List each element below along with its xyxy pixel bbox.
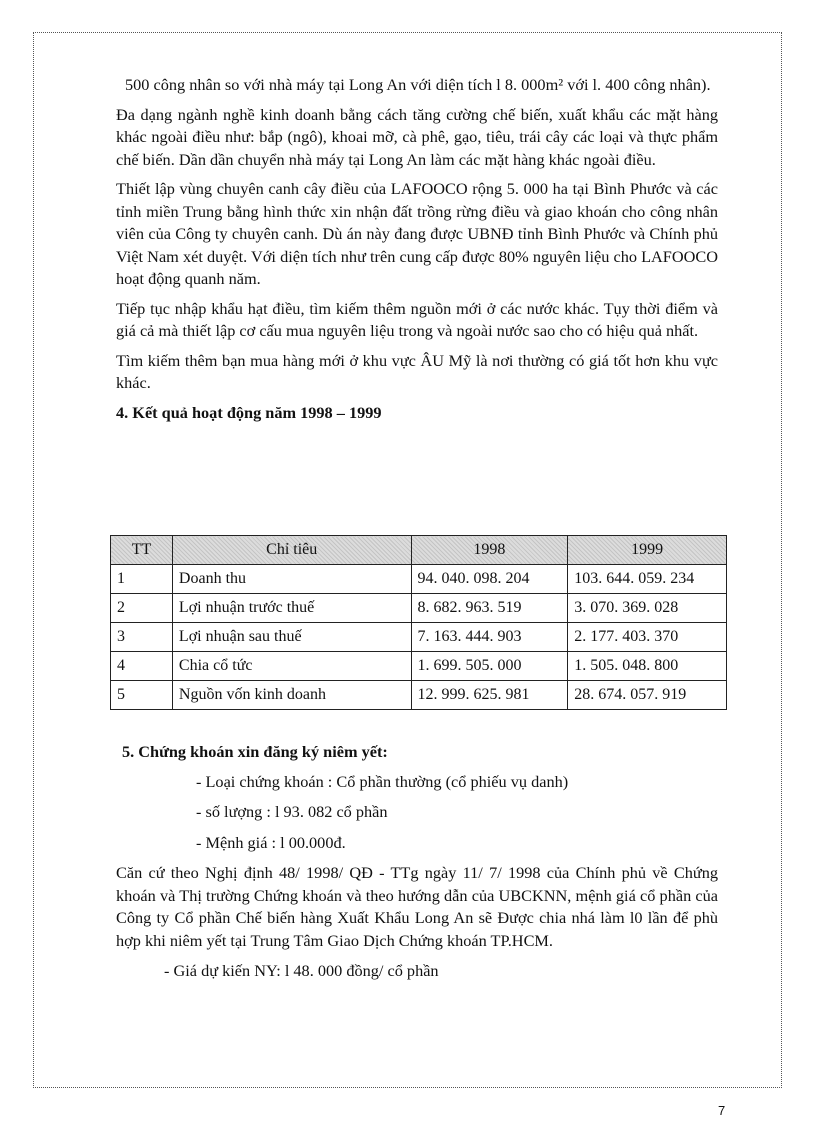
par-value: - Mệnh giá : l 00.000đ. — [196, 832, 346, 852]
cell-indicator: Nguồn vốn kinh doanh — [172, 681, 411, 710]
cell-1998: 7. 163. 444. 903 — [411, 623, 568, 652]
section-4-heading: 4. Kết quả hoạt động năm 1998 – 1999 — [116, 402, 382, 422]
results-table — [110, 535, 727, 710]
securities-quantity: - số lượng : l 93. 082 cổ phần — [196, 802, 388, 821]
table-row — [111, 623, 727, 652]
header-tt: TT — [111, 536, 173, 565]
paragraph-2: Đa dạng ngành nghề kinh doanh bằng cách tăng cường chế biến, xuất khẩu các mặt hàng khác ngoài điều như: bắp (ngô), khoai mỡ, cà phê, gạo, tiêu, trái cây các loại và thực phẩm chế biến. Dần dần chuyển nhà máy tại Long An làm các mặt hàng khác ngoài điều. — [116, 104, 718, 169]
section-5-heading: 5. Chứng khoán xin đăng ký niêm yết: — [122, 742, 388, 761]
section-5 — [116, 741, 718, 983]
paragraph-5: Tìm kiếm thêm bạn mua hàng mới ở khu vực ÂU Mỹ là nơi thường có giá tốt hơn khu vực khác. — [116, 350, 718, 392]
cell-indicator: Lợi nhuận trước thuế — [172, 594, 411, 623]
cell-indicator: Doanh thu — [172, 565, 411, 594]
cell-1999: 28. 674. 057. 919 — [568, 681, 727, 710]
header-1998: 1998 — [411, 536, 568, 565]
cell-indicator: Chia cổ tức — [172, 652, 411, 681]
table-header-row — [111, 536, 727, 565]
paragraph-4: Tiếp tục nhập khẩu hạt điều, tìm kiếm thêm nguồn mới ở các nước khác. Tụy thời điểm và giá cả mà thiết lập cơ cấu mua nguyên liệu trong và ngoài nước sao cho có hiệu quả nhất. — [116, 298, 718, 340]
cell-tt: 4 — [111, 652, 173, 681]
body-text — [116, 74, 718, 424]
table-row — [111, 565, 727, 594]
header-indicator: Chỉ tiêu — [172, 536, 411, 565]
securities-type: - Loại chứng khoán : Cổ phần thường (cổ phiếu vụ danh) — [196, 771, 569, 791]
paragraph-3: Thiết lập vùng chuyên canh cây điều của LAFOOCO rộng 5. 000 ha tại Bình Phước và các tỉnh miền Trung bằng hình thức xin nhận đất trồng rừng điều và giao khoán cho công nhân viên của Công ty chuyên canh. Dù án này đang được UBNĐ tỉnh Bình Phước và Chính phủ Việt Nam xét duyệt. Với diện tích như trên cung cấp được 80% nguyên liệu cho LAFOOCO hoạt động quanh năm. — [116, 179, 718, 288]
cell-tt: 2 — [111, 594, 173, 623]
cell-1999: 103. 644. 059. 234 — [568, 565, 727, 594]
cell-1998: 12. 999. 625. 981 — [411, 681, 568, 710]
cell-1999: 3. 070. 369. 028 — [568, 594, 727, 623]
cell-indicator: Lợi nhuận sau thuế — [172, 623, 411, 652]
cell-1998: 94. 040. 098. 204 — [411, 565, 568, 594]
header-1999: 1999 — [568, 536, 727, 565]
section-5-paragraph: Căn cứ theo Nghị định 48/ 1998/ QĐ - TTg ngày 11/ 7/ 1998 của Chính phủ về Chứng khoán và Thị trường Chứng khoán và theo hướng dẫn của UBCKNN, mệnh giá cổ phần của Công ty Cổ phần Chế biến hàng Xuất Khẩu Long An sẽ Được chia nhá làm l0 lần để phù hợp khi niêm yết tại Trung Tâm Giao Dịch Chứng khoán TP.HCM. — [116, 863, 718, 950]
cell-tt: 3 — [111, 623, 173, 652]
cell-tt: 5 — [111, 681, 173, 710]
paragraph-1: 500 công nhân so với nhà máy tại Long An với diện tích l 8. 000m² với l. 400 công nhân). — [125, 75, 711, 94]
page-number: 7 — [718, 1103, 726, 1118]
table-row — [111, 594, 727, 623]
expected-listing-price: - Giá dự kiến NY: l 48. 000 đồng/ cổ phần — [164, 961, 439, 980]
cell-1999: 1. 505. 048. 800 — [568, 652, 727, 681]
table-row — [111, 652, 727, 681]
cell-1998: 1. 699. 505. 000 — [411, 652, 568, 681]
table-row — [111, 681, 727, 710]
cell-1998: 8. 682. 963. 519 — [411, 594, 568, 623]
cell-tt: 1 — [111, 565, 173, 594]
cell-1999: 2. 177. 403. 370 — [568, 623, 727, 652]
